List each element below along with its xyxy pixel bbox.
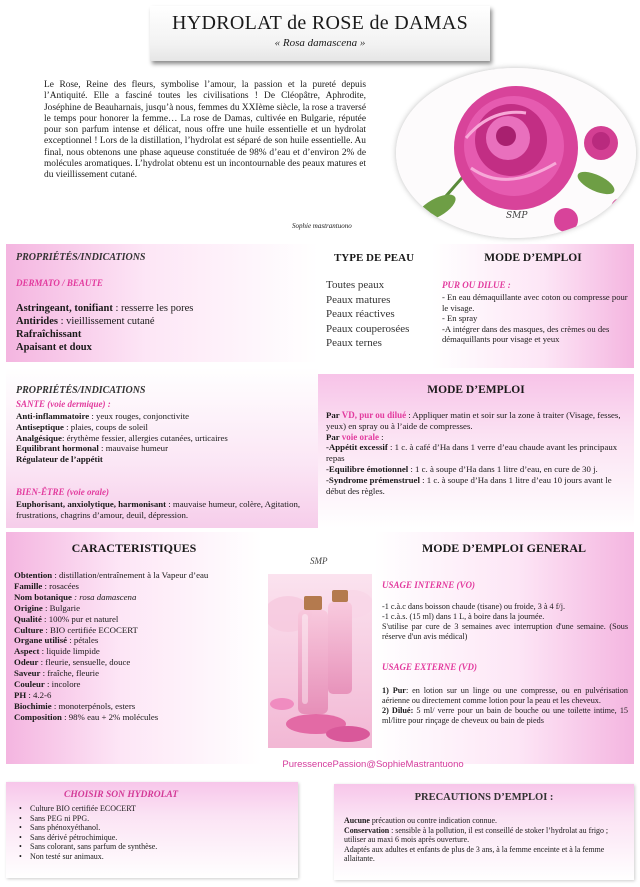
dermato-subheading: DERMATO / BEAUTE xyxy=(16,278,103,288)
skin-item: Peaux couperosées xyxy=(326,322,410,335)
choose-item: • Sans PEG ni PPG. xyxy=(18,814,157,824)
properties-heading: PROPRIÉTÉS/INDICATIONS xyxy=(16,252,146,263)
choose-item: • Sans dérivé pétrochimique. xyxy=(18,833,157,843)
precaution-line: Adaptés aux adultes et enfants de plus de 3 ans, à la femme enceinte et à la femme allaitante. xyxy=(344,844,605,864)
usage-oral-3: -Syndrome prémenstruel : 1 c. à soupe d’Ha dans 1 litre d’eau 10 jours avant le début des règles. xyxy=(326,474,612,496)
health-row: Equilibrant hormonal : mauvaise humeur xyxy=(16,443,168,454)
skin-item: Peaux matures xyxy=(326,293,391,306)
choose-heading: CHOISIR SON HYDROLAT xyxy=(64,790,179,800)
skin-type-heading: TYPE DE PEAU xyxy=(333,252,415,264)
health-heading: PROPRIÉTÉS/INDICATIONS xyxy=(16,385,146,396)
char-row: Culture : BIO certifiée ECOCERT xyxy=(14,624,138,635)
health-row: Régulateur de l’appétit xyxy=(16,454,103,465)
usage-panel-2 xyxy=(318,374,634,528)
rose-logo: SMP xyxy=(506,211,528,221)
page-title: HYDROLAT de ROSE de DAMAS xyxy=(171,12,469,34)
char-row: Organe utilisé : pétales xyxy=(14,635,99,646)
usage-oral-1: -Appétit excessif : 1 c. à café d’Ha dans 1 verre d’eau chaude avant les principaux repas xyxy=(326,442,618,464)
health-row: Analgésique: érythème fessier, allergies cutanées, urticaires xyxy=(16,432,228,443)
bottles-photo xyxy=(268,574,372,748)
skin-item: Peaux réactives xyxy=(326,308,395,320)
char-row: Famille : rosacées xyxy=(14,580,79,591)
general-usage-panel xyxy=(374,532,634,764)
char-row: Nom botanique : rosa damascena xyxy=(14,591,137,602)
usage-heading-1: MODE D’EMPLOI xyxy=(484,252,582,264)
internal-line: S'utilise par cure de 3 semaines avec interruption d'une semaine. (Sous réserve d'un avis médical) xyxy=(382,622,628,641)
characteristics-heading: CARACTERISTIQUES xyxy=(71,541,197,555)
wellbeing-subheading: BIEN-ÊTRE (voie orale) xyxy=(16,487,109,497)
usage-sub-1: PUR OU DILUE : xyxy=(442,280,511,290)
usage-line: -A intégrer dans des masques, des crèmes ou des démaquillants pour visage et yeux xyxy=(442,323,610,345)
intro-signature: Sophie mastrantuono xyxy=(292,222,352,230)
usage-vd: Par VD, pur ou dilué : Appliquer matin et soir sur la zone à traiter (Visage, fesses, yeux) en spray ou à l’aide de compresses. xyxy=(326,410,621,431)
char-row: Obtention : distillation/entraînement à la Vapeur d’eau xyxy=(14,570,209,580)
char-row: Odeur : fleurie, sensuelle, douce xyxy=(14,657,131,668)
bottles-logo: SMP xyxy=(310,556,328,566)
health-row: Anti-inflammatoire : yeux rouges, conjonctivite xyxy=(16,411,190,421)
internal-line: -1 c.à.c dans boisson chaude (tisane) ou froide, 3 à 4 f/j. xyxy=(382,602,566,611)
skin-item: Toutes peaux xyxy=(326,279,385,291)
prop-antirides: Antirides : vieillissement cutané xyxy=(16,316,155,327)
skin-type-panel xyxy=(318,244,430,362)
properties-dermato-panel xyxy=(6,244,318,362)
title-banner xyxy=(150,6,490,61)
prop-rafraichissant: Rafraîchissant xyxy=(16,329,82,340)
external-diluted: 2) Dilué: 5 ml/ verre pour un bain de bouche ou une toilette intime, 15 ml/litre pour rinçage de cheveux ou bain de pieds xyxy=(382,706,629,725)
footer-credit: PuressencePassion@SophieMastrantuono xyxy=(282,759,464,770)
precaution-line: Aucune précaution ou contre indication connue. xyxy=(344,816,497,825)
page-subtitle: « Rosa damascena » xyxy=(274,37,366,49)
skin-item: Peaux ternes xyxy=(326,337,382,349)
usage-oral-2: -Equilibre émotionnel : 1 c. à soupe d’Ha dans 1 litre d’eau, en cure de 30 j. xyxy=(326,463,598,474)
properties-health-panel xyxy=(6,368,318,528)
choose-hydrolat-panel xyxy=(6,782,298,878)
usage-oral-label: Par voie orale : xyxy=(326,431,384,442)
precautions-panel xyxy=(334,784,634,880)
usage-panel-1 xyxy=(432,244,634,368)
choose-item: • Culture BIO certifiée ECOCERT xyxy=(18,804,157,814)
choose-item: • Sans phénoxyéthanol. xyxy=(18,823,157,833)
health-subheading: SANTE (voie dermique) : xyxy=(16,399,111,409)
prop-apaisant: Apaisant et doux xyxy=(16,342,92,353)
usage-heading-2: MODE D’EMPLOI xyxy=(427,384,525,396)
char-row: PH : 4.2-6 xyxy=(14,689,52,700)
internal-line: -1 c.à.s. (15 ml) dans 1 L, à boire dans la journée. xyxy=(382,612,545,621)
intro-paragraph: Le Rose, Reine des fleurs, symbolise l’amour, la passion et la pureté depuis l’Antiquité. Elle a fasciné toutes les civilisations ! De Cléopâtre, Aphrodite, Joséphine de Beauharnais, jusqu’à nous, femmes du XXIème siècle, la rose a traversé le temps pour honorer la femme… La rose de Damas, cultivée en Bulgarie, réputée pour son parfum intense et délicat, nous offre une huile essentielle et un hydrolat exceptionnel ! Lors de la distillation, l’hydrolat est séparé de son huile essentielle. Au final, nous obtenons une phase aqueuse constituée de 98% d’eau et d’environ 2% de molécules aromatiques. L’hydrolat obtenu est un incontournable des peaux matures et du vieillissement cutané. xyxy=(44,80,366,181)
rose-photo xyxy=(396,68,636,238)
general-usage-heading: MODE D’EMPLOI GENERAL xyxy=(421,541,586,555)
char-row: Origine : Bulgarie xyxy=(14,602,80,613)
bottles-illustration xyxy=(268,574,372,748)
usage-line: - En spray xyxy=(442,313,478,324)
precautions-heading: PRECAUTIONS D’EMPLOI : xyxy=(414,792,554,803)
health-row: Antiseptique : plaies, coups de soleil xyxy=(16,421,148,432)
char-row: Biochimie : monoterpénols, esters xyxy=(14,700,136,711)
external-usage-heading: USAGE EXTERNE (VD) xyxy=(382,662,478,672)
prop-astringent: Astringeant, tonifiant : resserre les pores xyxy=(16,303,194,314)
choose-item: • Non testé sur animaux. xyxy=(18,852,157,862)
char-row: Saveur : fraîche, fleurie xyxy=(14,668,100,679)
choose-item: • Sans colorant, sans parfum de synthèse. xyxy=(18,842,157,852)
char-row: Qualité : 100% pur et naturel xyxy=(14,613,119,624)
characteristics-panel xyxy=(6,532,262,764)
internal-usage-heading: USAGE INTERNE (VO) xyxy=(382,580,476,590)
rose-illustration xyxy=(396,68,636,238)
char-row: Aspect : liquide limpide xyxy=(14,646,100,657)
char-row: Composition : 98% eau + 2% molécules xyxy=(14,711,159,722)
external-pure: 1) Pur: en lotion sur un linge ou une compresse, ou en pulvérisation aérienne ou directement comme lotion pour la peau et les cheveux. xyxy=(382,686,628,705)
usage-line: - En eau démaquillante avec coton ou compresse pour le visage. xyxy=(442,292,628,313)
precaution-line: Conservation : sensible à la pollution, il est conseillé de stoker l’hydrolat au frigo ; utiliser au maxi 6 mois après ouverture. xyxy=(344,825,609,845)
wellbeing-text: Euphorisant, anxiolytique, harmonisant : mauvaise humeur, colère, Agitation, frustrations, chagrins d’amour, deuil, dépression. xyxy=(16,499,301,520)
char-row: Couleur : incolore xyxy=(14,679,81,690)
